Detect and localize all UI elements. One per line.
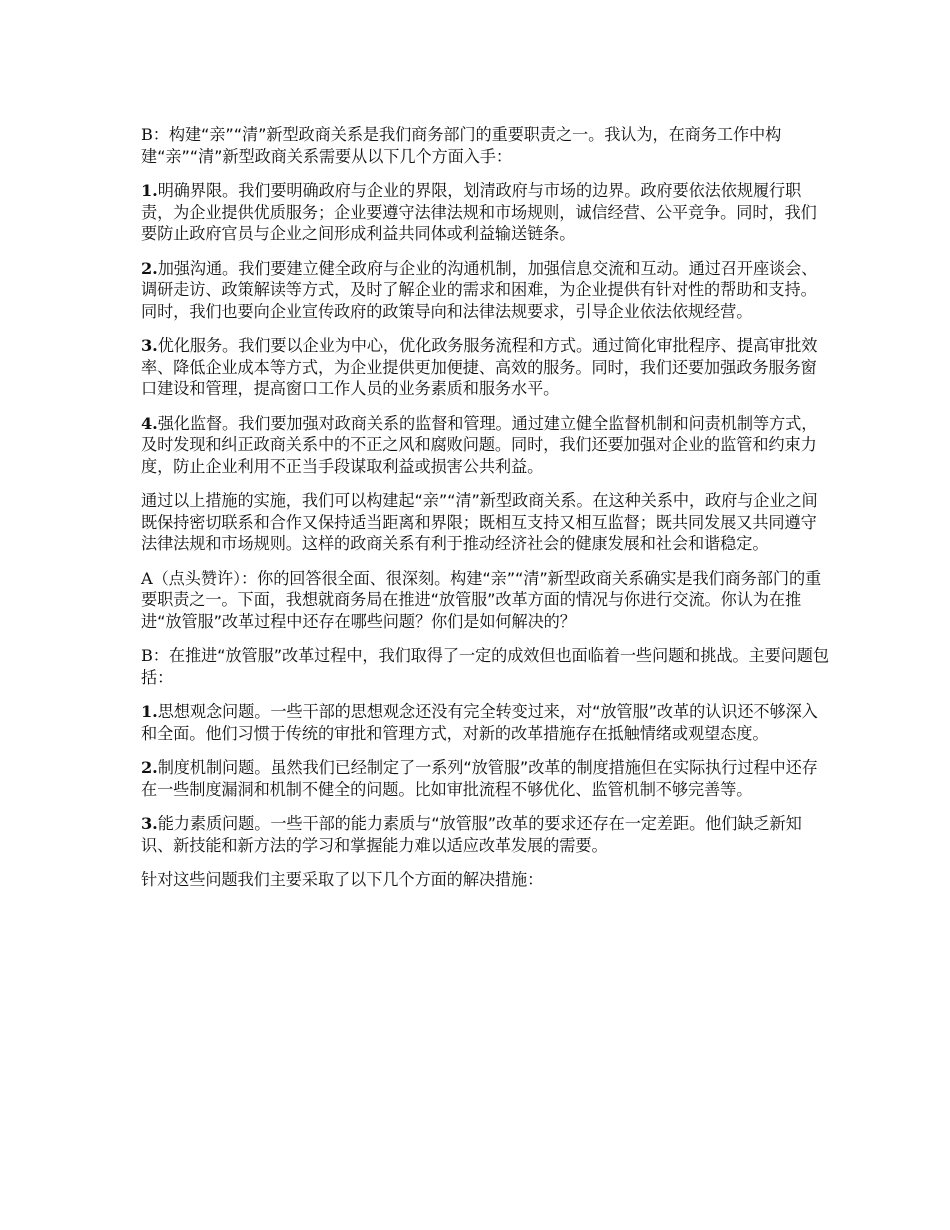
paragraph-text: ：在推进“放管服”改革过程中，我们取得了一定的成效但也面临着一些问题和挑战。主要问题包括： xyxy=(141,646,829,687)
speaker-label: A xyxy=(141,568,153,588)
paragraph-text: 通过以上措施的实施，我们可以构建起“亲”“清”新型政商关系。在这种关系中，政府与企业之间既保持密切联系和合作又保持适当距离和界限；既相互支持又相互监督；既共同发展又共同遵守法律法规和市场规则。这样的政商关系有利于推动经济社会的健康发展和社会和谐稳定。 xyxy=(141,491,818,553)
paragraph-text: 能力素质问题。一些干部的能力素质与“放管服”改革的要求还存在一定差距。他们缺乏新知识、新技能和新方法的学习和掌握能力难以适应改革发展的需要。 xyxy=(141,814,802,855)
paragraph-text: 针对这些问题我们主要采取了以下几个方面的解决措施： xyxy=(141,870,544,889)
item-number: 1. xyxy=(141,702,158,721)
paragraph-a-question xyxy=(141,568,831,633)
item-number: 4. xyxy=(141,413,158,433)
item-number: 2. xyxy=(141,758,158,777)
paragraph-point-4 xyxy=(141,413,831,478)
paragraph-text: 强化监督。我们要加强对政商关系的监督和管理。通过建立健全监督机制和问责机制等方式，及时发现和纠正政商关系中的不正之风和腐败问题。同时，我们还要加强对企业的监管和约束力度，防止企业利用不正当手段谋取利益或损害公共利益。 xyxy=(141,413,818,476)
item-number: 3. xyxy=(141,814,158,833)
paragraph-b-answer xyxy=(141,645,831,688)
paragraph-b-intro xyxy=(141,124,831,167)
paragraph-point-2 xyxy=(141,258,831,323)
paragraph-problem-3 xyxy=(141,813,831,856)
paragraph-text: 明确界限。我们要明确政府与企业的界限，划清政府与市场的边界。政府要依法依规履行职责，为企业提供优质服务；企业要遵守法律法规和市场规则，诚信经营、公平竞争。同时，我们要防止政府官员与企业之间形成利益共同体或利益输送链条。 xyxy=(141,181,817,243)
paragraph-problem-1 xyxy=(141,701,831,744)
paragraph-summary xyxy=(141,490,831,555)
paragraph-problem-2 xyxy=(141,757,831,800)
item-number: 1. xyxy=(141,181,158,200)
speaker-label: B xyxy=(141,646,153,665)
paragraph-text: ：构建“亲”“清”新型政商关系是我们商务部门的重要职责之一。我认为，在商务工作中构建“亲”“清”新型政商关系需要从以下几个方面入手： xyxy=(141,125,782,166)
paragraph-solutions-intro xyxy=(141,869,831,891)
item-number: 3. xyxy=(141,336,158,355)
item-number: 2. xyxy=(141,258,158,278)
paragraph-text: 制度机制问题。虽然我们已经制定了一系列“放管服”改革的制度措施但在实际执行过程中还存在一些制度漏洞和机制不健全的问题。比如审批流程不够优化、监管机制不够完善等。 xyxy=(141,758,818,799)
paragraph-point-3 xyxy=(141,335,831,400)
paragraph-text: 加强沟通。我们要建立健全政府与企业的沟通机制，加强信息交流和互动。通过召开座谈会、调研走访、政策解读等方式，及时了解企业的需求和困难，为企业提供有针对性的帮助和支持。同时，我们也要向企业宣传政府的政策导向和法律法规要求，引导企业依法依规经营。 xyxy=(141,258,818,321)
paragraph-text: 思想观念问题。一些干部的思想观念还没有完全转变过来，对“放管服”改革的认识还不够深入和全面。他们习惯于传统的审批和管理方式，对新的改革措施存在抵触情绪或观望态度。 xyxy=(141,702,818,743)
paragraph-text: 优化服务。我们要以企业为中心，优化政务服务流程和方式。通过简化审批程序、提高审批效率、降低企业成本等方式，为企业提供更加便捷、高效的服务。同时，我们还要加强政务服务窗口建设和管理，提高窗口工作人员的业务素质和服务水平。 xyxy=(141,336,818,398)
paragraph-text: （点头赞许）：你的回答很全面、很深刻。构建“亲”“清”新型政商关系确实是我们商务部门的重要职责之一。下面，我想就商务局在推进“放管服”改革方面的情况与你进行交流。你认为在推进“放管服”改革过程中还存在哪些问题？你们是如何解决的？ xyxy=(141,568,822,631)
document-page xyxy=(141,124,831,904)
paragraph-point-1 xyxy=(141,180,831,245)
speaker-label: B xyxy=(141,125,153,144)
